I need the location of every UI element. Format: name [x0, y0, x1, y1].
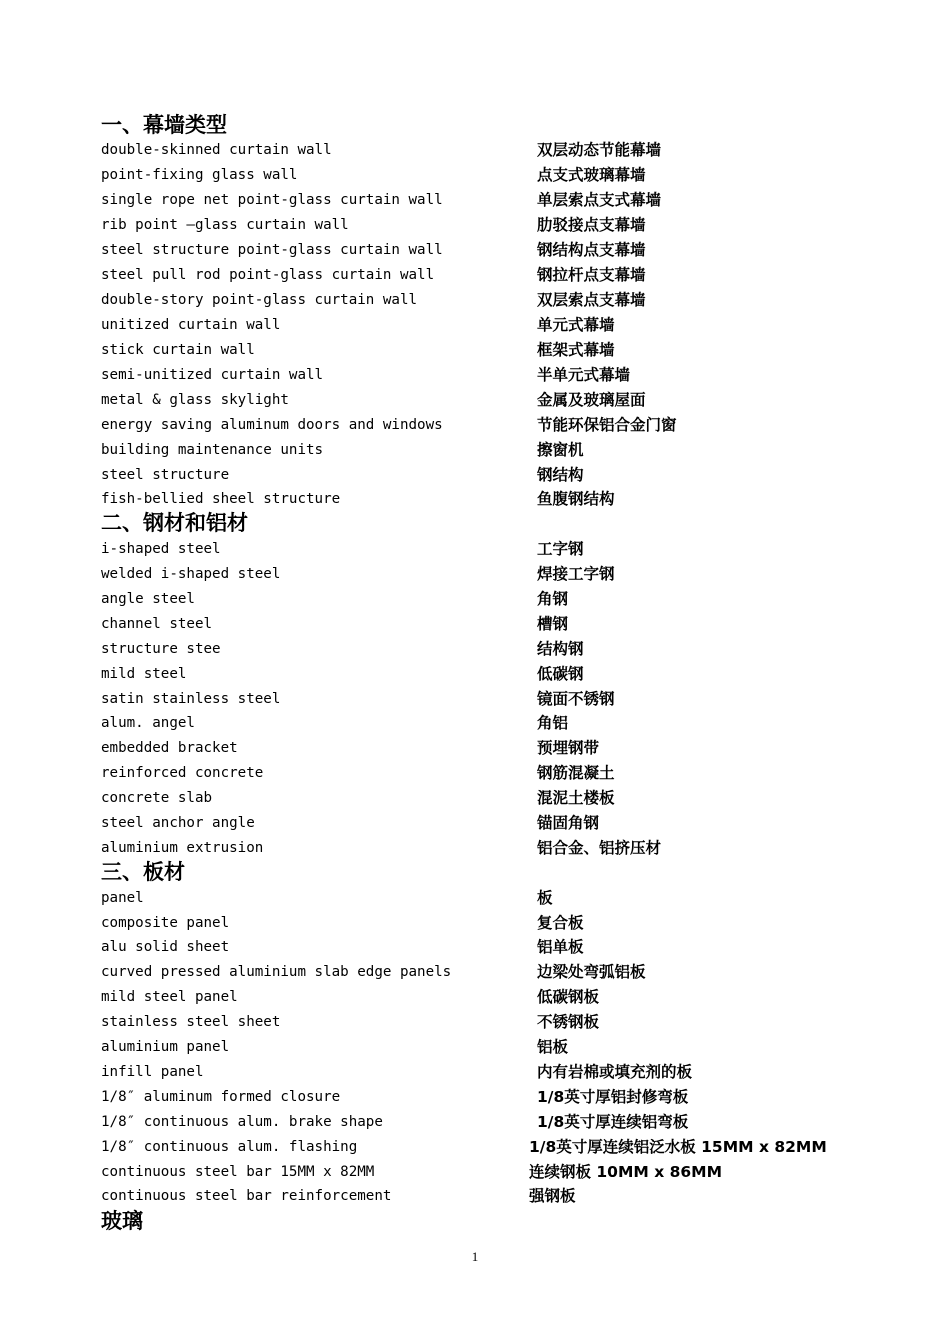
chinese-term: 单元式幕墙 — [537, 316, 615, 334]
list-item — [0, 687, 950, 711]
english-term: steel anchor angle — [101, 815, 255, 831]
english-term: concrete slab — [101, 790, 213, 806]
english-term: single rope net point-glass curtain wall — [101, 192, 443, 208]
english-term: stainless steel sheet — [101, 1014, 281, 1030]
english-term: 1/8″ aluminum formed closure — [101, 1089, 341, 1105]
list-item — [0, 811, 950, 835]
chinese-term: 低碳钢 — [537, 665, 584, 683]
list-item — [0, 886, 950, 910]
chinese-term: 半单元式幕墙 — [537, 366, 631, 384]
list-item — [0, 985, 950, 1009]
english-term: aluminium panel — [101, 1039, 230, 1055]
chinese-term: 铝单板 — [537, 938, 584, 956]
list-item — [0, 388, 950, 412]
chinese-term: 金属及玻璃屋面 — [537, 391, 646, 409]
english-term: i-shaped steel — [101, 541, 221, 557]
chinese-term: 钢拉杆点支幕墙 — [537, 266, 646, 284]
list-item — [0, 313, 950, 337]
list-item — [0, 1060, 950, 1084]
list-item — [0, 163, 950, 187]
chinese-term: 低碳钢板 — [537, 988, 600, 1006]
chinese-term: 角钢 — [537, 590, 569, 608]
english-term: continuous steel bar reinforcement — [101, 1188, 392, 1204]
list-item — [0, 562, 950, 586]
chinese-term: 强钢板 — [529, 1187, 576, 1205]
english-term: alu solid sheet — [101, 939, 230, 955]
chinese-term: 结构钢 — [537, 640, 584, 658]
english-term: welded i-shaped steel — [101, 566, 281, 582]
chinese-term: 1/8英寸厚连续铝泛水板 15MM x 82MM — [529, 1138, 827, 1156]
chinese-term: 边梁处弯弧铝板 — [537, 963, 646, 981]
chinese-term: 不锈钢板 — [537, 1013, 600, 1031]
english-term: composite panel — [101, 915, 230, 931]
list-item — [0, 288, 950, 312]
list-item — [0, 537, 950, 561]
english-term: curved pressed aluminium slab edge panels — [101, 964, 452, 980]
chinese-term: 1/8英寸厚铝封修弯板 — [537, 1088, 689, 1106]
chinese-term: 工字钢 — [537, 540, 584, 558]
english-term: panel — [101, 890, 144, 906]
list-item — [0, 188, 950, 212]
list-item — [0, 736, 950, 760]
list-item — [0, 911, 950, 935]
list-item — [0, 1010, 950, 1034]
chinese-term: 板 — [537, 889, 553, 907]
section-heading: 二、钢材和铝材 — [101, 510, 248, 535]
chinese-term: 锚固角钢 — [537, 814, 600, 832]
english-term: double-skinned curtain wall — [101, 142, 332, 158]
list-item — [0, 1085, 950, 1109]
chinese-term: 角铝 — [537, 714, 569, 732]
chinese-term: 内有岩棉或填充剂的板 — [537, 1063, 693, 1081]
list-item — [0, 463, 950, 487]
chinese-term: 双层索点支幕墙 — [537, 291, 646, 309]
english-term: energy saving aluminum doors and windows — [101, 417, 443, 433]
chinese-term: 框架式幕墙 — [537, 341, 615, 359]
section-heading: 三、板材 — [101, 859, 185, 884]
list-item — [0, 413, 950, 437]
list-item — [0, 1135, 950, 1159]
list-item — [0, 238, 950, 262]
list-item — [0, 587, 950, 611]
list-item — [0, 662, 950, 686]
chinese-term: 鱼腹钢结构 — [537, 490, 615, 508]
list-item — [0, 213, 950, 237]
list-item — [0, 935, 950, 959]
chinese-term: 连续钢板 10MM x 86MM — [529, 1163, 723, 1181]
list-item — [0, 263, 950, 287]
english-term: alum. angel — [101, 715, 195, 731]
list-item — [0, 612, 950, 636]
english-term: structure stee — [101, 641, 221, 657]
english-term: satin stainless steel — [101, 691, 281, 707]
chinese-term: 铝板 — [537, 1038, 569, 1056]
list-item — [0, 786, 950, 810]
chinese-term: 镜面不锈钢 — [537, 690, 615, 708]
english-term: unitized curtain wall — [101, 317, 281, 333]
english-term: channel steel — [101, 616, 213, 632]
english-term: aluminium extrusion — [101, 840, 264, 856]
english-term: angle steel — [101, 591, 195, 607]
english-term: 1/8″ continuous alum. brake shape — [101, 1114, 383, 1130]
english-term: mild steel panel — [101, 989, 238, 1005]
list-item — [0, 1160, 950, 1184]
section-heading: 玻璃 — [101, 1208, 143, 1233]
english-term: 1/8″ continuous alum. flashing — [101, 1139, 358, 1155]
list-item — [0, 1035, 950, 1059]
english-term: building maintenance units — [101, 442, 324, 458]
list-item — [0, 761, 950, 785]
english-term: infill panel — [101, 1064, 204, 1080]
chinese-term: 1/8英寸厚连续铝弯板 — [537, 1113, 689, 1131]
list-item — [0, 637, 950, 661]
list-item — [0, 1184, 950, 1208]
list-item — [0, 1110, 950, 1134]
chinese-term: 铝合金、铝挤压材 — [537, 839, 662, 857]
list-item — [0, 487, 950, 511]
list-item — [0, 711, 950, 735]
english-term: mild steel — [101, 666, 187, 682]
chinese-term: 复合板 — [537, 914, 584, 932]
chinese-term: 焊接工字钢 — [537, 565, 615, 583]
list-item — [0, 138, 950, 162]
list-item — [0, 438, 950, 462]
chinese-term: 预埋钢带 — [537, 739, 600, 757]
english-term: embedded bracket — [101, 740, 238, 756]
chinese-term: 槽钢 — [537, 615, 569, 633]
chinese-term: 钢结构 — [537, 466, 584, 484]
page-number: 1 — [471, 1249, 479, 1264]
chinese-term: 钢筋混凝土 — [537, 764, 615, 782]
chinese-term: 点支式玻璃幕墙 — [537, 166, 646, 184]
list-item — [0, 363, 950, 387]
chinese-term: 肋驳接点支幕墙 — [537, 216, 646, 234]
chinese-term: 混泥土楼板 — [537, 789, 615, 807]
english-term: stick curtain wall — [101, 342, 255, 358]
list-item — [0, 836, 950, 860]
english-term: point-fixing glass wall — [101, 167, 298, 183]
english-term: double-story point-glass curtain wall — [101, 292, 418, 308]
chinese-term: 双层动态节能幕墙 — [537, 141, 662, 159]
list-item — [0, 960, 950, 984]
english-term: reinforced concrete — [101, 765, 264, 781]
english-term: steel pull rod point-glass curtain wall — [101, 267, 435, 283]
chinese-term: 擦窗机 — [537, 441, 584, 459]
english-term: rib point –glass curtain wall — [101, 217, 349, 233]
english-term: continuous steel bar 15MM x 82MM — [101, 1164, 375, 1180]
chinese-term: 单层索点支式幕墙 — [537, 191, 662, 209]
list-item — [0, 338, 950, 362]
chinese-term: 钢结构点支幕墙 — [537, 241, 646, 259]
section-heading: 一、幕墙类型 — [101, 112, 227, 137]
english-term: semi-unitized curtain wall — [101, 367, 324, 383]
chinese-term: 节能环保铝合金门窗 — [537, 416, 677, 434]
english-term: steel structure point-glass curtain wall — [101, 242, 443, 258]
english-term: steel structure — [101, 467, 230, 483]
english-term: metal & glass skylight — [101, 392, 289, 408]
english-term: fish-bellied sheel structure — [101, 491, 341, 507]
